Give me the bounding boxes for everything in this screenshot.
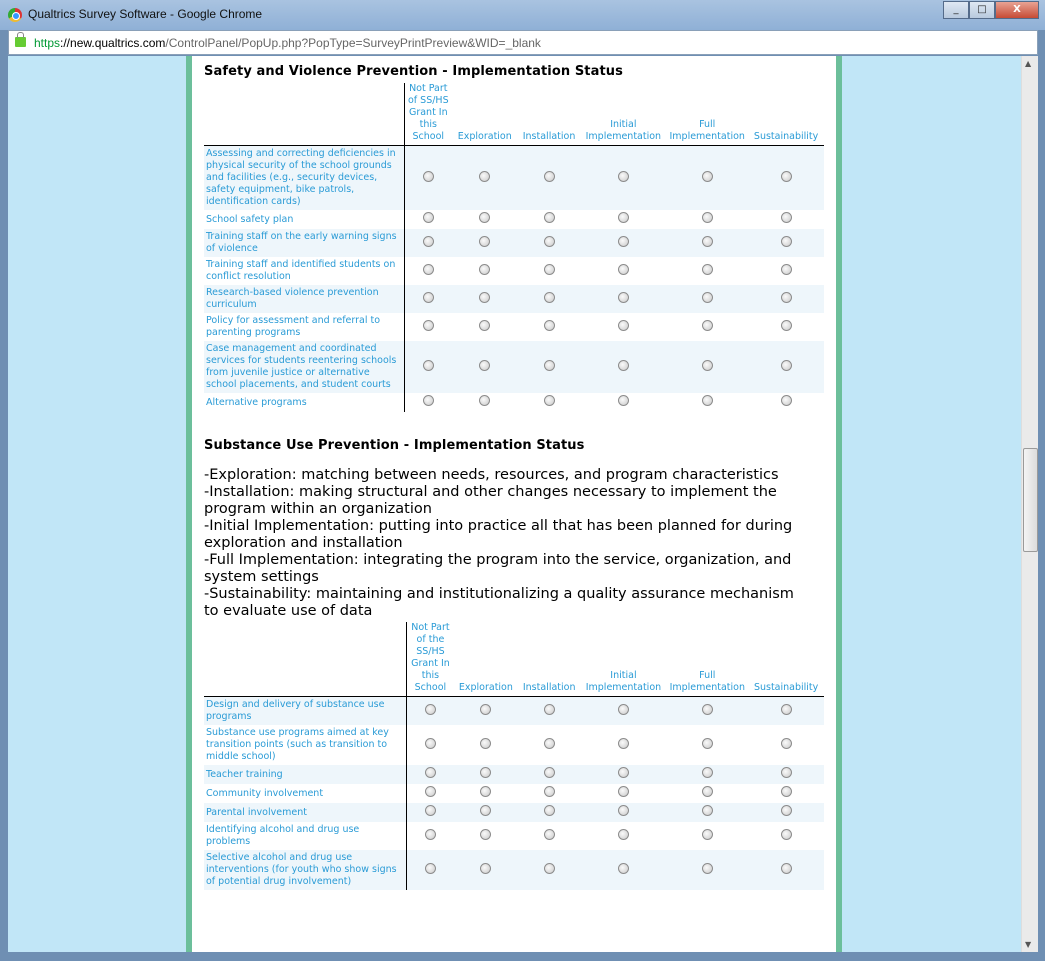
- radio-button[interactable]: [781, 171, 792, 182]
- radio-button[interactable]: [702, 264, 713, 275]
- survey-page: [186, 56, 842, 952]
- radio-cell: [404, 341, 452, 393]
- radio-button[interactable]: [702, 704, 713, 715]
- radio-button[interactable]: [618, 786, 629, 797]
- radio-cell: [454, 784, 518, 803]
- row-label: Policy for assessment and referral to parenting programs: [204, 313, 404, 341]
- radio-cell: [518, 850, 581, 890]
- table-row: [204, 285, 824, 313]
- radio-cell: [452, 285, 518, 313]
- row-label: Case management and coordinated services for students reentering schools from juvenile justice or alternative school placements, and student courts: [204, 341, 404, 393]
- table-row: [204, 341, 824, 393]
- radio-cell: [748, 822, 824, 850]
- description-line: -Installation: making structural and other changes necessary to implement the program within an organization: [204, 484, 777, 517]
- radio-cell: [748, 393, 824, 412]
- url-host: ://new.qualtrics.com: [60, 36, 166, 50]
- row-label: School safety plan: [204, 210, 404, 229]
- row-label: Identifying alcohol and drug use problems: [204, 822, 406, 850]
- radio-button[interactable]: [781, 212, 792, 223]
- radio-button[interactable]: [423, 395, 434, 406]
- radio-button[interactable]: [781, 738, 792, 749]
- radio-button[interactable]: [702, 863, 713, 874]
- table-row: [204, 697, 824, 726]
- status-description: [204, 467, 804, 620]
- radio-button[interactable]: [425, 829, 436, 840]
- radio-cell: [666, 803, 748, 822]
- column-header: Full Implementation: [666, 622, 748, 697]
- radio-cell: [581, 803, 667, 822]
- radio-cell: [748, 341, 824, 393]
- url-text[interactable]: [34, 36, 541, 50]
- radio-cell: [748, 725, 824, 765]
- description-line: -Full Implementation: integrating the program into the service, organization, and system settings: [204, 552, 792, 585]
- url-path: /ControlPanel/PopUp.php?PopType=SurveyPrintPreview&WID=_blank: [165, 36, 541, 50]
- radio-button[interactable]: [479, 360, 490, 371]
- radio-cell: [748, 697, 824, 726]
- radio-cell: [666, 697, 748, 726]
- table-row: [204, 822, 824, 850]
- radio-button[interactable]: [544, 805, 555, 816]
- radio-cell: [748, 850, 824, 890]
- radio-button[interactable]: [702, 360, 713, 371]
- page-viewport: [8, 56, 1038, 952]
- radio-button[interactable]: [425, 786, 436, 797]
- radio-button[interactable]: [479, 236, 490, 247]
- radio-cell: [518, 313, 581, 341]
- window-title: Qualtrics Survey Software - Google Chrome: [28, 7, 263, 21]
- radio-button[interactable]: [781, 863, 792, 874]
- table-row: [204, 257, 824, 285]
- radio-cell: [580, 210, 666, 229]
- radio-cell: [406, 803, 454, 822]
- radio-cell: [666, 725, 748, 765]
- radio-cell: [404, 257, 452, 285]
- radio-button[interactable]: [618, 236, 629, 247]
- row-label: Teacher training: [204, 765, 406, 784]
- radio-cell: [518, 393, 581, 412]
- radio-button[interactable]: [544, 738, 555, 749]
- table-row: [204, 313, 824, 341]
- row-label: Training staff on the early warning signs of violence: [204, 229, 404, 257]
- radio-button[interactable]: [781, 829, 792, 840]
- radio-cell: [452, 313, 518, 341]
- scroll-up-icon[interactable]: ▲: [1025, 59, 1032, 68]
- radio-button[interactable]: [618, 264, 629, 275]
- radio-cell: [404, 313, 452, 341]
- radio-cell: [666, 229, 748, 257]
- radio-button[interactable]: [480, 805, 491, 816]
- close-button[interactable]: X: [995, 1, 1039, 19]
- radio-cell: [748, 784, 824, 803]
- radio-cell: [666, 393, 748, 412]
- radio-cell: [580, 257, 666, 285]
- radio-button[interactable]: [480, 829, 491, 840]
- radio-cell: [406, 697, 454, 726]
- radio-button[interactable]: [544, 292, 555, 303]
- radio-cell: [666, 341, 748, 393]
- column-header: Initial Implementation: [580, 83, 666, 146]
- radio-cell: [518, 725, 581, 765]
- radio-button[interactable]: [425, 863, 436, 874]
- row-label: Substance use programs aimed at key transition points (such as transition to middle school): [204, 725, 406, 765]
- table-row: [204, 229, 824, 257]
- column-header: Not Part of the SS/HS Grant In this School: [406, 622, 454, 697]
- column-header: Installation: [518, 622, 581, 697]
- row-label: Research-based violence prevention curriculum: [204, 285, 404, 313]
- column-header: Full Implementation: [666, 83, 748, 146]
- scrollbar[interactable]: [1021, 56, 1038, 952]
- radio-cell: [454, 850, 518, 890]
- row-label: Selective alcohol and drug use interventions (for youth who show signs of potential drug involvement): [204, 850, 406, 890]
- row-label: Community involvement: [204, 784, 406, 803]
- row-label: Alternative programs: [204, 393, 404, 412]
- radio-button[interactable]: [479, 320, 490, 331]
- radio-cell: [518, 341, 581, 393]
- url-scheme: https: [34, 36, 61, 50]
- radio-cell: [581, 784, 667, 803]
- radio-button[interactable]: [702, 767, 713, 778]
- description-line: -Exploration: matching between needs, resources, and program characteristics: [204, 467, 779, 483]
- matrix-table-safety: [204, 83, 824, 412]
- row-label: Assessing and correcting deficiencies in physical security of the school grounds and facilities (e.g., security devices, safety equipment, bike patrols, identification cards): [204, 146, 404, 211]
- radio-cell: [406, 725, 454, 765]
- radio-cell: [452, 146, 518, 211]
- radio-cell: [666, 210, 748, 229]
- radio-cell: [580, 341, 666, 393]
- radio-button[interactable]: [702, 738, 713, 749]
- radio-cell: [748, 765, 824, 784]
- description-line: -Sustainability: maintaining and institutionalizing a quality assurance mechanism to evaluate use of data: [204, 586, 794, 619]
- radio-cell: [404, 393, 452, 412]
- radio-button[interactable]: [544, 320, 555, 331]
- radio-button[interactable]: [618, 738, 629, 749]
- radio-cell: [452, 393, 518, 412]
- radio-button[interactable]: [544, 212, 555, 223]
- radio-button[interactable]: [618, 212, 629, 223]
- radio-cell: [454, 803, 518, 822]
- radio-button[interactable]: [423, 320, 434, 331]
- row-label: Design and delivery of substance use programs: [204, 697, 406, 726]
- radio-button[interactable]: [544, 360, 555, 371]
- table-row: [204, 850, 824, 890]
- radio-cell: [518, 803, 581, 822]
- radio-button[interactable]: [618, 292, 629, 303]
- radio-button[interactable]: [425, 805, 436, 816]
- lock-icon: [15, 37, 26, 47]
- column-header: Sustainability: [748, 622, 824, 697]
- radio-button[interactable]: [781, 320, 792, 331]
- chrome-icon: [8, 8, 22, 22]
- radio-cell: [580, 146, 666, 211]
- radio-cell: [452, 229, 518, 257]
- column-header: Not Part of SS/HS Grant In this School: [404, 83, 452, 146]
- radio-cell: [580, 229, 666, 257]
- radio-button[interactable]: [479, 292, 490, 303]
- column-header: Initial Implementation: [581, 622, 667, 697]
- radio-button[interactable]: [781, 264, 792, 275]
- radio-cell: [404, 146, 452, 211]
- radio-cell: [454, 822, 518, 850]
- table-row: [204, 784, 824, 803]
- radio-button[interactable]: [479, 264, 490, 275]
- header-blank: [204, 83, 404, 146]
- radio-cell: [518, 822, 581, 850]
- radio-cell: [404, 285, 452, 313]
- radio-button[interactable]: [425, 704, 436, 715]
- radio-button[interactable]: [702, 236, 713, 247]
- radio-button[interactable]: [702, 786, 713, 797]
- radio-button[interactable]: [480, 786, 491, 797]
- radio-cell: [666, 257, 748, 285]
- radio-cell: [748, 229, 824, 257]
- radio-button[interactable]: [480, 863, 491, 874]
- scrollbar-thumb[interactable]: [1023, 448, 1038, 552]
- radio-button[interactable]: [479, 212, 490, 223]
- radio-cell: [454, 725, 518, 765]
- section-title: Substance Use Prevention - Implementation Status: [204, 438, 585, 453]
- table-row: [204, 210, 824, 229]
- radio-cell: [518, 257, 581, 285]
- radio-button[interactable]: [702, 395, 713, 406]
- radio-cell: [406, 850, 454, 890]
- radio-cell: [581, 697, 667, 726]
- radio-button[interactable]: [781, 292, 792, 303]
- radio-button[interactable]: [618, 395, 629, 406]
- radio-button[interactable]: [781, 767, 792, 778]
- radio-cell: [518, 210, 581, 229]
- radio-button[interactable]: [702, 171, 713, 182]
- radio-cell: [666, 850, 748, 890]
- radio-cell: [518, 146, 581, 211]
- column-header: Exploration: [452, 83, 518, 146]
- radio-cell: [580, 393, 666, 412]
- radio-cell: [406, 765, 454, 784]
- radio-button[interactable]: [544, 786, 555, 797]
- radio-cell: [748, 146, 824, 211]
- radio-cell: [518, 229, 581, 257]
- radio-button[interactable]: [423, 236, 434, 247]
- table-row: [204, 803, 824, 822]
- table-row: [204, 725, 824, 765]
- radio-button[interactable]: [425, 767, 436, 778]
- radio-cell: [404, 229, 452, 257]
- radio-cell: [404, 210, 452, 229]
- scroll-down-icon[interactable]: ▼: [1025, 940, 1032, 949]
- radio-button[interactable]: [702, 829, 713, 840]
- radio-button[interactable]: [423, 360, 434, 371]
- address-bar[interactable]: [8, 30, 1038, 55]
- radio-button[interactable]: [618, 704, 629, 715]
- radio-cell: [581, 725, 667, 765]
- radio-button[interactable]: [781, 805, 792, 816]
- row-label: Parental involvement: [204, 803, 406, 822]
- radio-button[interactable]: [544, 829, 555, 840]
- radio-button[interactable]: [618, 829, 629, 840]
- radio-cell: [581, 822, 667, 850]
- radio-button[interactable]: [702, 212, 713, 223]
- radio-cell: [748, 285, 824, 313]
- radio-button[interactable]: [479, 171, 490, 182]
- description-line: -Initial Implementation: putting into practice all that has been planned for during exploration and installation: [204, 518, 793, 551]
- radio-cell: [452, 257, 518, 285]
- radio-cell: [666, 765, 748, 784]
- maximize-button[interactable]: □: [969, 1, 995, 19]
- radio-cell: [454, 765, 518, 784]
- radio-cell: [666, 285, 748, 313]
- radio-button[interactable]: [544, 236, 555, 247]
- radio-button[interactable]: [480, 738, 491, 749]
- radio-cell: [518, 765, 581, 784]
- minimize-button[interactable]: _: [943, 1, 969, 19]
- radio-cell: [666, 822, 748, 850]
- table-row: [204, 146, 824, 211]
- radio-cell: [748, 210, 824, 229]
- radio-button[interactable]: [781, 236, 792, 247]
- radio-button[interactable]: [702, 292, 713, 303]
- title-bar: [0, 0, 1045, 30]
- table-row: [204, 393, 824, 412]
- matrix-table-substance: [204, 622, 824, 890]
- radio-cell: [580, 313, 666, 341]
- radio-cell: [748, 803, 824, 822]
- radio-button[interactable]: [423, 212, 434, 223]
- radio-button[interactable]: [423, 264, 434, 275]
- radio-button[interactable]: [618, 805, 629, 816]
- radio-cell: [666, 784, 748, 803]
- radio-button[interactable]: [544, 171, 555, 182]
- radio-cell: [748, 257, 824, 285]
- radio-button[interactable]: [781, 704, 792, 715]
- radio-button[interactable]: [618, 360, 629, 371]
- radio-cell: [518, 697, 581, 726]
- radio-cell: [518, 285, 581, 313]
- radio-button[interactable]: [544, 264, 555, 275]
- radio-cell: [452, 210, 518, 229]
- radio-button[interactable]: [425, 738, 436, 749]
- radio-cell: [406, 784, 454, 803]
- header-blank: [204, 622, 406, 697]
- table-row: [204, 765, 824, 784]
- radio-button[interactable]: [423, 171, 434, 182]
- radio-button[interactable]: [618, 320, 629, 331]
- radio-button[interactable]: [781, 360, 792, 371]
- radio-button[interactable]: [544, 395, 555, 406]
- radio-cell: [452, 341, 518, 393]
- radio-cell: [581, 850, 667, 890]
- section-title: Safety and Violence Prevention - Implementation Status: [204, 64, 623, 79]
- radio-cell: [406, 822, 454, 850]
- column-header: Installation: [518, 83, 581, 146]
- radio-button[interactable]: [702, 320, 713, 331]
- radio-button[interactable]: [479, 395, 490, 406]
- radio-button[interactable]: [480, 704, 491, 715]
- radio-button[interactable]: [544, 863, 555, 874]
- radio-cell: [580, 285, 666, 313]
- radio-button[interactable]: [618, 767, 629, 778]
- radio-button[interactable]: [423, 292, 434, 303]
- radio-cell: [518, 784, 581, 803]
- column-header: Exploration: [454, 622, 518, 697]
- radio-button[interactable]: [480, 767, 491, 778]
- radio-button[interactable]: [702, 805, 713, 816]
- radio-button[interactable]: [781, 786, 792, 797]
- radio-cell: [666, 313, 748, 341]
- column-header: Sustainability: [748, 83, 824, 146]
- radio-button[interactable]: [618, 171, 629, 182]
- radio-cell: [581, 765, 667, 784]
- radio-cell: [666, 146, 748, 211]
- radio-button[interactable]: [544, 704, 555, 715]
- radio-button[interactable]: [618, 863, 629, 874]
- row-label: Training staff and identified students on conflict resolution: [204, 257, 404, 285]
- radio-cell: [454, 697, 518, 726]
- radio-button[interactable]: [781, 395, 792, 406]
- radio-button[interactable]: [544, 767, 555, 778]
- radio-cell: [748, 313, 824, 341]
